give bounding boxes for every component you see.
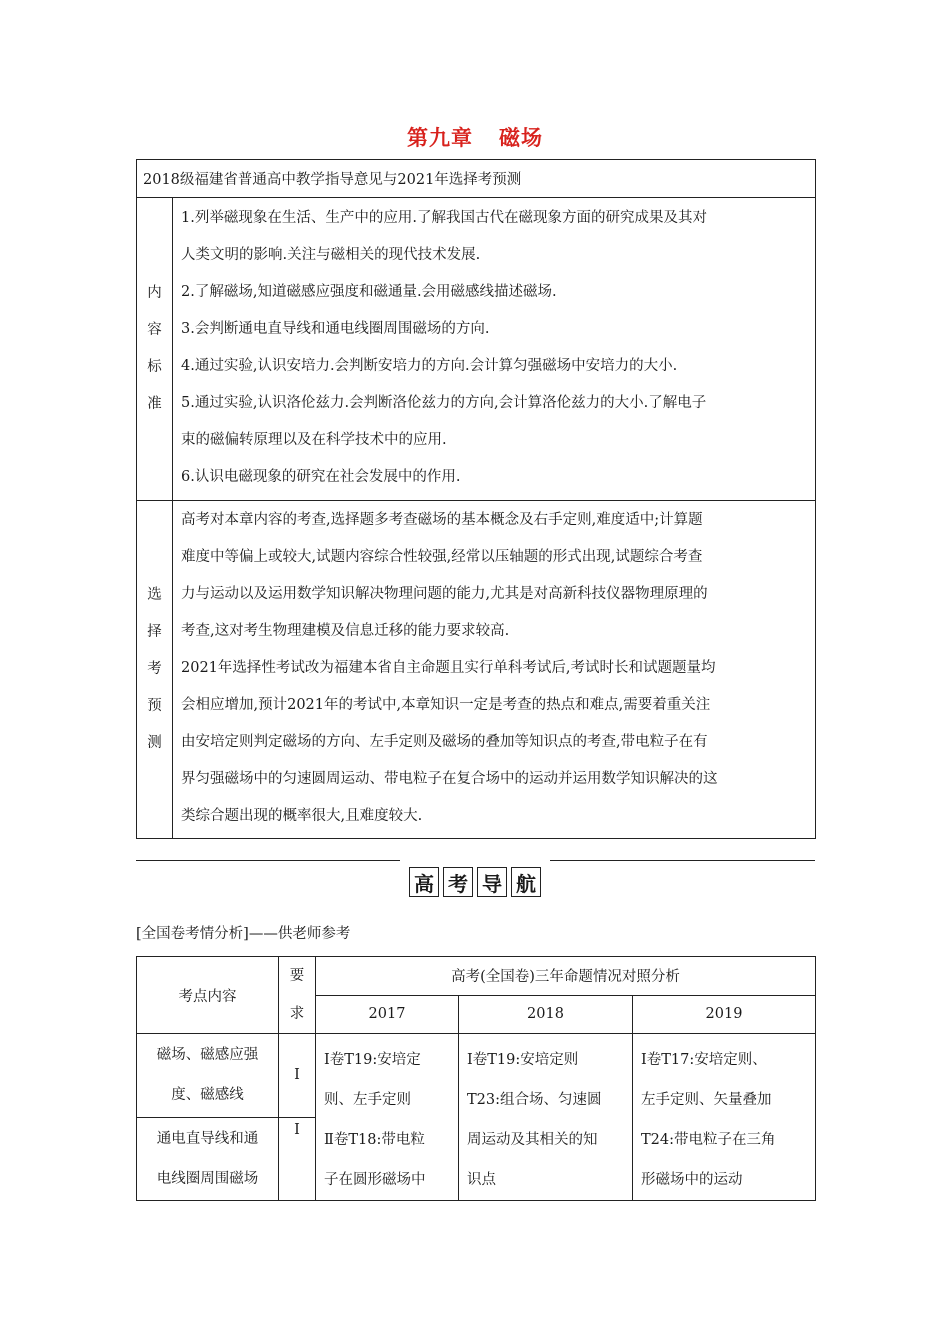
forecast-text: 高考对本章内容的考查,选择题多考查磁场的基本概念及右手定则,难度适中;计算题 难度中等偏上或较大,试题内容综合性较强,经常以压轴题的形式出现,试题综合考查 力与运动以及运用数学知识解决物理问题的能力,尤其是对高新科技仪器物理原理的 考查,这对考生物理建模及信息迁移的能力要求较高. 2021年选择性考试改为福建本省自主命题且实行单科考试后,考试时长和试题题量均 会相应增加,预计2021年的考试中,本章知识一定是考查的热点和难点,需要着重关注 由安培定则判定磁场的方向、左手定则及磁场的叠加等知识点的考查,带电粒子在有 界匀强磁场中的匀速圆周运动、带电粒子在复合场中的运动并运用数学知识解决的这 类综合题出现的概率很大,且难度较大. (173, 501, 816, 839)
header-three-year-analysis: 高考(全国卷)三年命题情况对照分析 (316, 957, 816, 996)
page-title (0, 122, 950, 152)
exam-analysis-table (136, 956, 816, 1201)
content-standard-text: 1.列举磁现象在生活、生产中的应用.了解我国古代在磁现象方面的研究成果及其对 人类文明的影响.关注与磁相关的现代技术发展. 2.了解磁场,知道磁感应强度和磁通量.会用磁感线描述磁场. 3.会判断通电直导线和通电线圈周围磁场的方向. 4.通过实验,认识安培力.会判断安培力的方向.会计算匀强磁场中安培力的大小. 5.通过实验,认识洛伦兹力.会判断洛伦兹力的方向,会计算洛伦兹力的大小.了解电子 束的磁偏转原理以及在科学技术中的应用. 6.认识电磁现象的研究在社会发展中的作用. (173, 198, 816, 501)
banner-rule-right (550, 860, 815, 861)
chapter-name: 磁场 (499, 126, 543, 150)
topic-cell: 通电直导线和通 电线圈周围磁场 (137, 1117, 279, 1201)
banner-char: 高 (409, 867, 439, 897)
standards-table (136, 159, 816, 839)
year-2019-cell: Ⅰ卷T17:安培定则、 左手定则、矢量叠加 T24:带电粒子在三角 形磁场中的运动 (633, 1034, 816, 1201)
analysis-subtitle: [全国卷考情分析]——供老师参考 (136, 926, 351, 942)
banner-char: 航 (511, 867, 541, 897)
header-year-2018: 2018 (459, 995, 633, 1034)
topic-cell: 磁场、磁感应强 度、磁感线 (137, 1034, 279, 1118)
chapter-number: 第九章 (407, 126, 473, 150)
header-year-2017: 2017 (316, 995, 459, 1034)
banner-char: 导 (477, 867, 507, 897)
year-2018-cell: Ⅰ卷T19:安培定则 T23:组合场、匀速圆 周运动及其相关的知 识点 (459, 1034, 633, 1201)
year-2017-cell: Ⅰ卷T19:安培定 则、左手定则 Ⅱ卷T18:带电粒 子在圆形磁场中 (316, 1034, 459, 1201)
requirement-cell: Ⅰ (279, 1117, 316, 1201)
header-requirement: 要 求 (279, 957, 316, 1034)
banner-char: 考 (443, 867, 473, 897)
header-year-2019: 2019 (633, 995, 816, 1034)
content-standard-label: 内 容 标 准 (137, 198, 173, 501)
requirement-cell: Ⅰ (279, 1034, 316, 1118)
standards-header: 2018级福建省普通高中教学指导意见与2021年选择考预测 (137, 160, 816, 198)
header-topic: 考点内容 (137, 957, 279, 1034)
forecast-label: 选 择 考 预 测 (137, 501, 173, 839)
gaokao-guide-banner (0, 867, 950, 897)
banner-rule-left (136, 860, 400, 861)
